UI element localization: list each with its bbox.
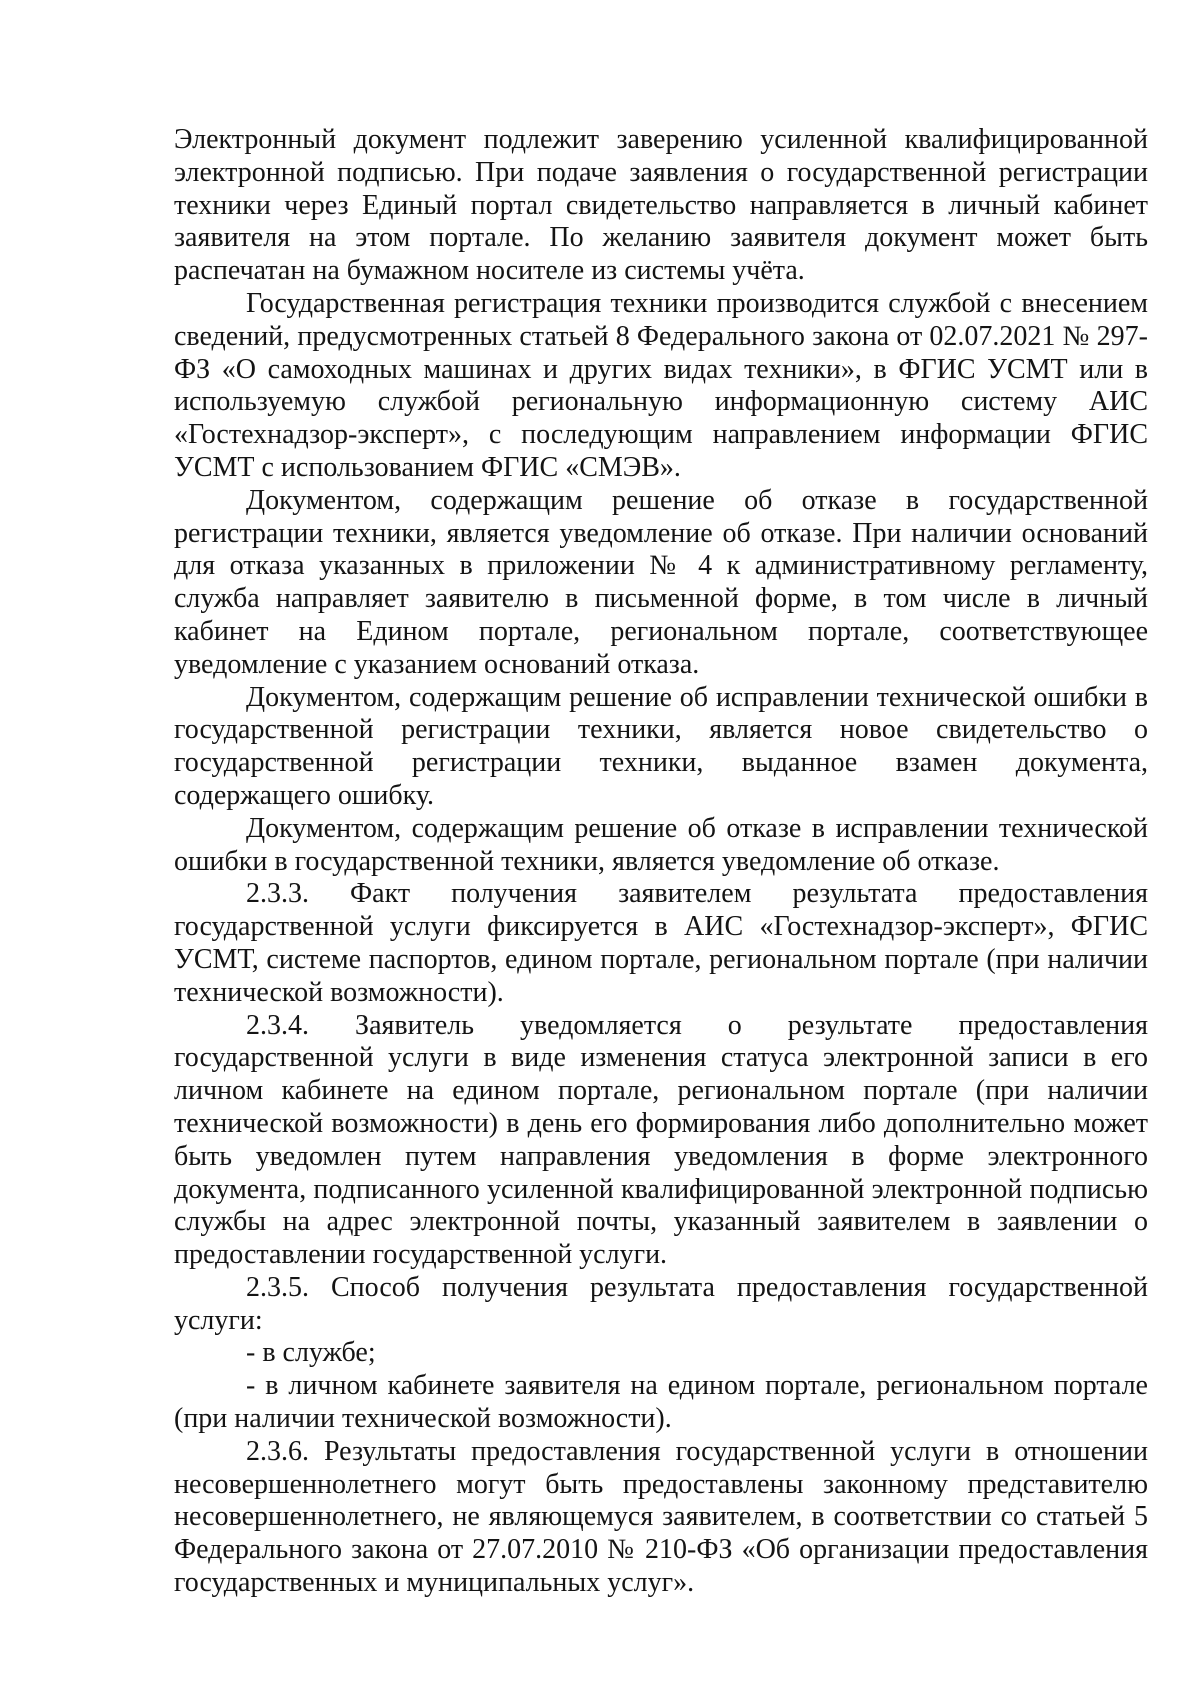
paragraph-2-3-4: 2.3.4. Заявитель уведомляется о результате предоставления государственной услуги в виде изменения статуса электронной записи в его личном кабинете на едином портале, региональном портале (при наличии технической возможности) в день его формирования либо дополнительно может быть уведомлен путем направления уведомления в форме электронного документа, подписанного усиленной квалифицированной электронной подписью службы на адрес электронной почты, указанный заявителем в заявлении о предоставлении государственной услуги. [174,1009,1148,1271]
paragraph-refusal-registration: Документом, содержащим решение об отказе в государственной регистрации техники, является уведомление об отказе. При наличии оснований для отказа указанных в приложении № 4 к административному регламенту, служба направляет заявителю в письменной форме, в том числе в личный кабинет на Едином портале, региональном портале, соответствующее уведомление с указанием оснований отказа. [174,484,1148,680]
paragraph-state-registration: Государственная регистрация техники производится службой с внесением сведений, предусмотренных статьей 8 Федерального закона от 02.07.2021 № 297-ФЗ «О самоходных машинах и других видах техники», в ФГИС УСМТ или в используемую службой региональную информационную систему АИС «Гостехнадзор-эксперт», с последующим направлением информации ФГИС УСМТ с использованием ФГИС «СМЭВ». [174,287,1148,483]
paragraph-error-correction: Документом, содержащим решение об исправлении технической ошибки в государственной регистрации техники, является новое свидетельство о государственной регистрации техники, выданное взамен документа, содержащего ошибку. [174,681,1148,811]
document-body [174,124,1148,1600]
paragraph-2-3-5: 2.3.5. Способ получения результата предоставления государственной услуги: [174,1271,1148,1336]
paragraph-2-3-3: 2.3.3. Факт получения заявителем результата предоставления государственной услуги фиксируется в АИС «Гостехнадзор-эксперт», ФГИС УСМТ, системе паспортов, едином портале, региональном портале (при наличии технической возможности). [174,878,1148,1008]
list-item-service: - в службе; [246,1337,376,1369]
paragraph-2-3-6: 2.3.6. Результаты предоставления государственной услуги в отношении несовершеннолетнего могут быть предоставлены законному представителю несовершеннолетнего, не являющемуся заявителем, в соответствии со статьей 5 Федерального закона от 27.07.2010 № 210-ФЗ «Об организации предоставления государственных и муниципальных услуг». [174,1435,1148,1599]
list-item-personal-cabinet: - в личном кабинете заявителя на едином портале, региональном портале (при наличии технической возможности). [174,1370,1148,1435]
paragraph-electronic-signature: Электронный документ подлежит заверению усиленной квалифицированной электронной подписью. При подаче заявления о государственной регистрации техники через Единый портал свидетельство направляется в личный кабинет заявителя на этом портале. По желанию заявителя документ может быть распечатан на бумажном носителе из системы учёта. [174,124,1148,287]
paragraph-refusal-correction: Документом, содержащим решение об отказе в исправлении технической ошибки в государственной техники, является уведомление об отказе. [174,812,1148,877]
